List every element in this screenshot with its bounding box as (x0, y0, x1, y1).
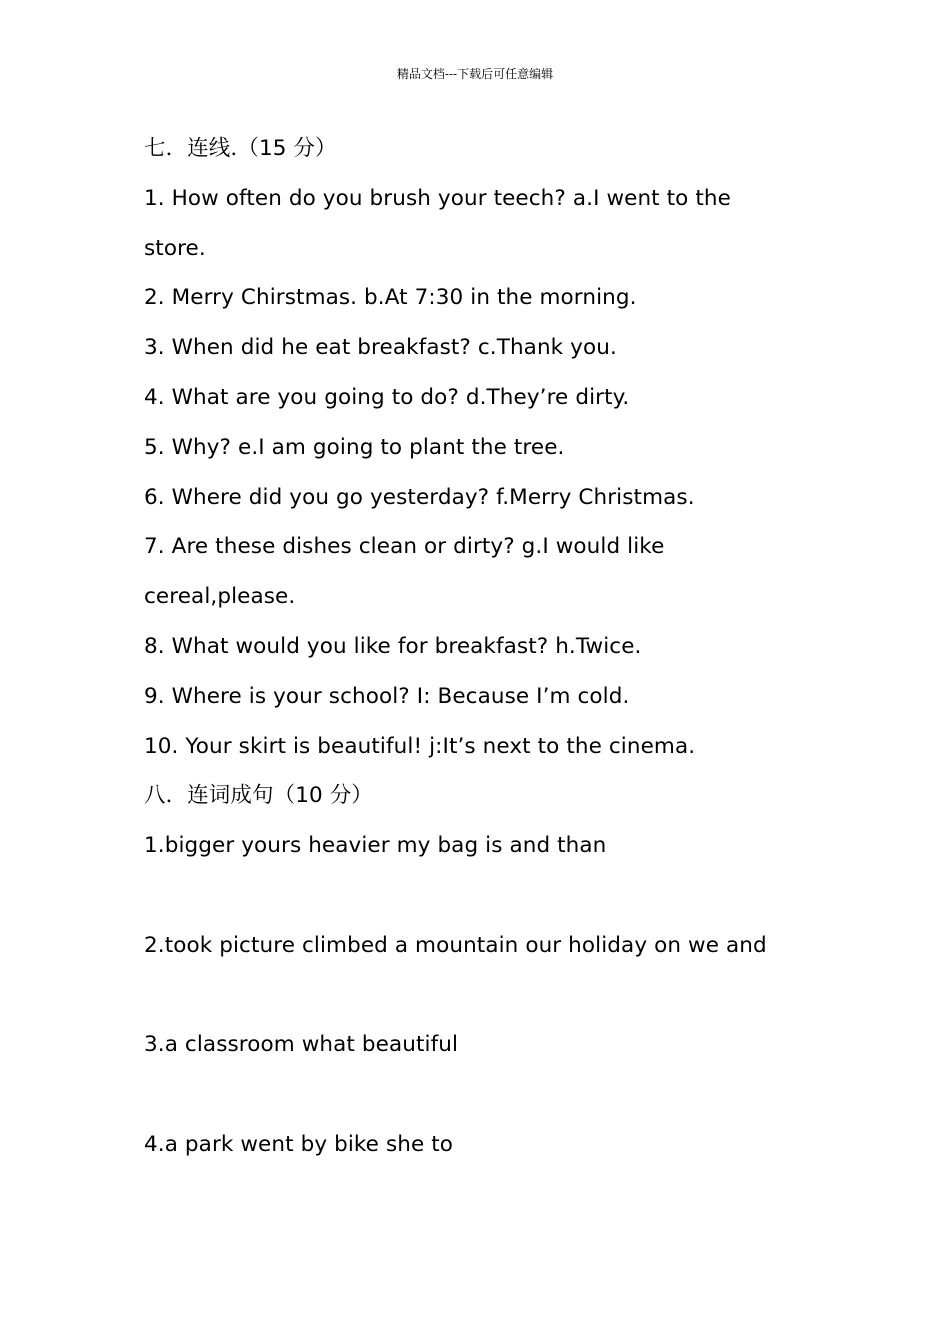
section-7-heading-prefix: 七．连线.（ (144, 136, 259, 161)
matching-line: 8. What would you like for breakfast? h.Twice. (144, 633, 642, 659)
answer-space (144, 971, 804, 1021)
matching-line: 7. Are these dishes clean or dirty? g.I would like (144, 534, 665, 560)
answer-space (144, 1070, 804, 1120)
answer-space (144, 871, 804, 921)
matching-line: 5. Why? e.I am going to plant the tree. (144, 434, 565, 460)
matching-line: 4. What are you going to do? d.They’re dirty. (144, 384, 630, 410)
sentence-item: 3.a classroom what beautiful (144, 1032, 459, 1058)
section-8-heading-suffix: 分） (322, 783, 373, 809)
section-7-heading (144, 124, 804, 174)
matching-line: cereal,please. (144, 584, 296, 610)
matching-line: 9. Where is your school? I: Because I’m cold. (144, 683, 630, 709)
page-header-watermark: 精品文档---下载后可任意编辑 (396, 67, 554, 81)
section-7-score: 15 (258, 136, 287, 161)
section-7-heading-suffix: 分） (286, 136, 337, 161)
section-8-score: 10 (295, 783, 323, 809)
matching-line: 1. How often do you brush your teech? a.I went to the (144, 185, 731, 211)
section-8-heading (144, 771, 804, 821)
matching-line: 2. Merry Chirstmas. b.At 7:30 in the morning. (144, 285, 637, 311)
sentence-item: 1.bigger yours heavier my bag is and than (144, 833, 607, 859)
document-body (144, 124, 804, 1170)
matching-line: 6. Where did you go yesterday? f.Merry Christmas. (144, 484, 695, 510)
section-8-heading-prefix: 八．连词成句（ (144, 783, 296, 809)
sentence-item: 4.a park went by bike she to (144, 1131, 454, 1157)
sentence-item: 2.took picture climbed a mountain our holiday on we and (144, 932, 767, 958)
matching-line: 3. When did he eat breakfast? c.Thank you. (144, 335, 617, 361)
matching-line: 10. Your skirt is beautiful! j:It’s next to the cinema. (144, 733, 696, 759)
matching-line: store. (144, 235, 206, 261)
